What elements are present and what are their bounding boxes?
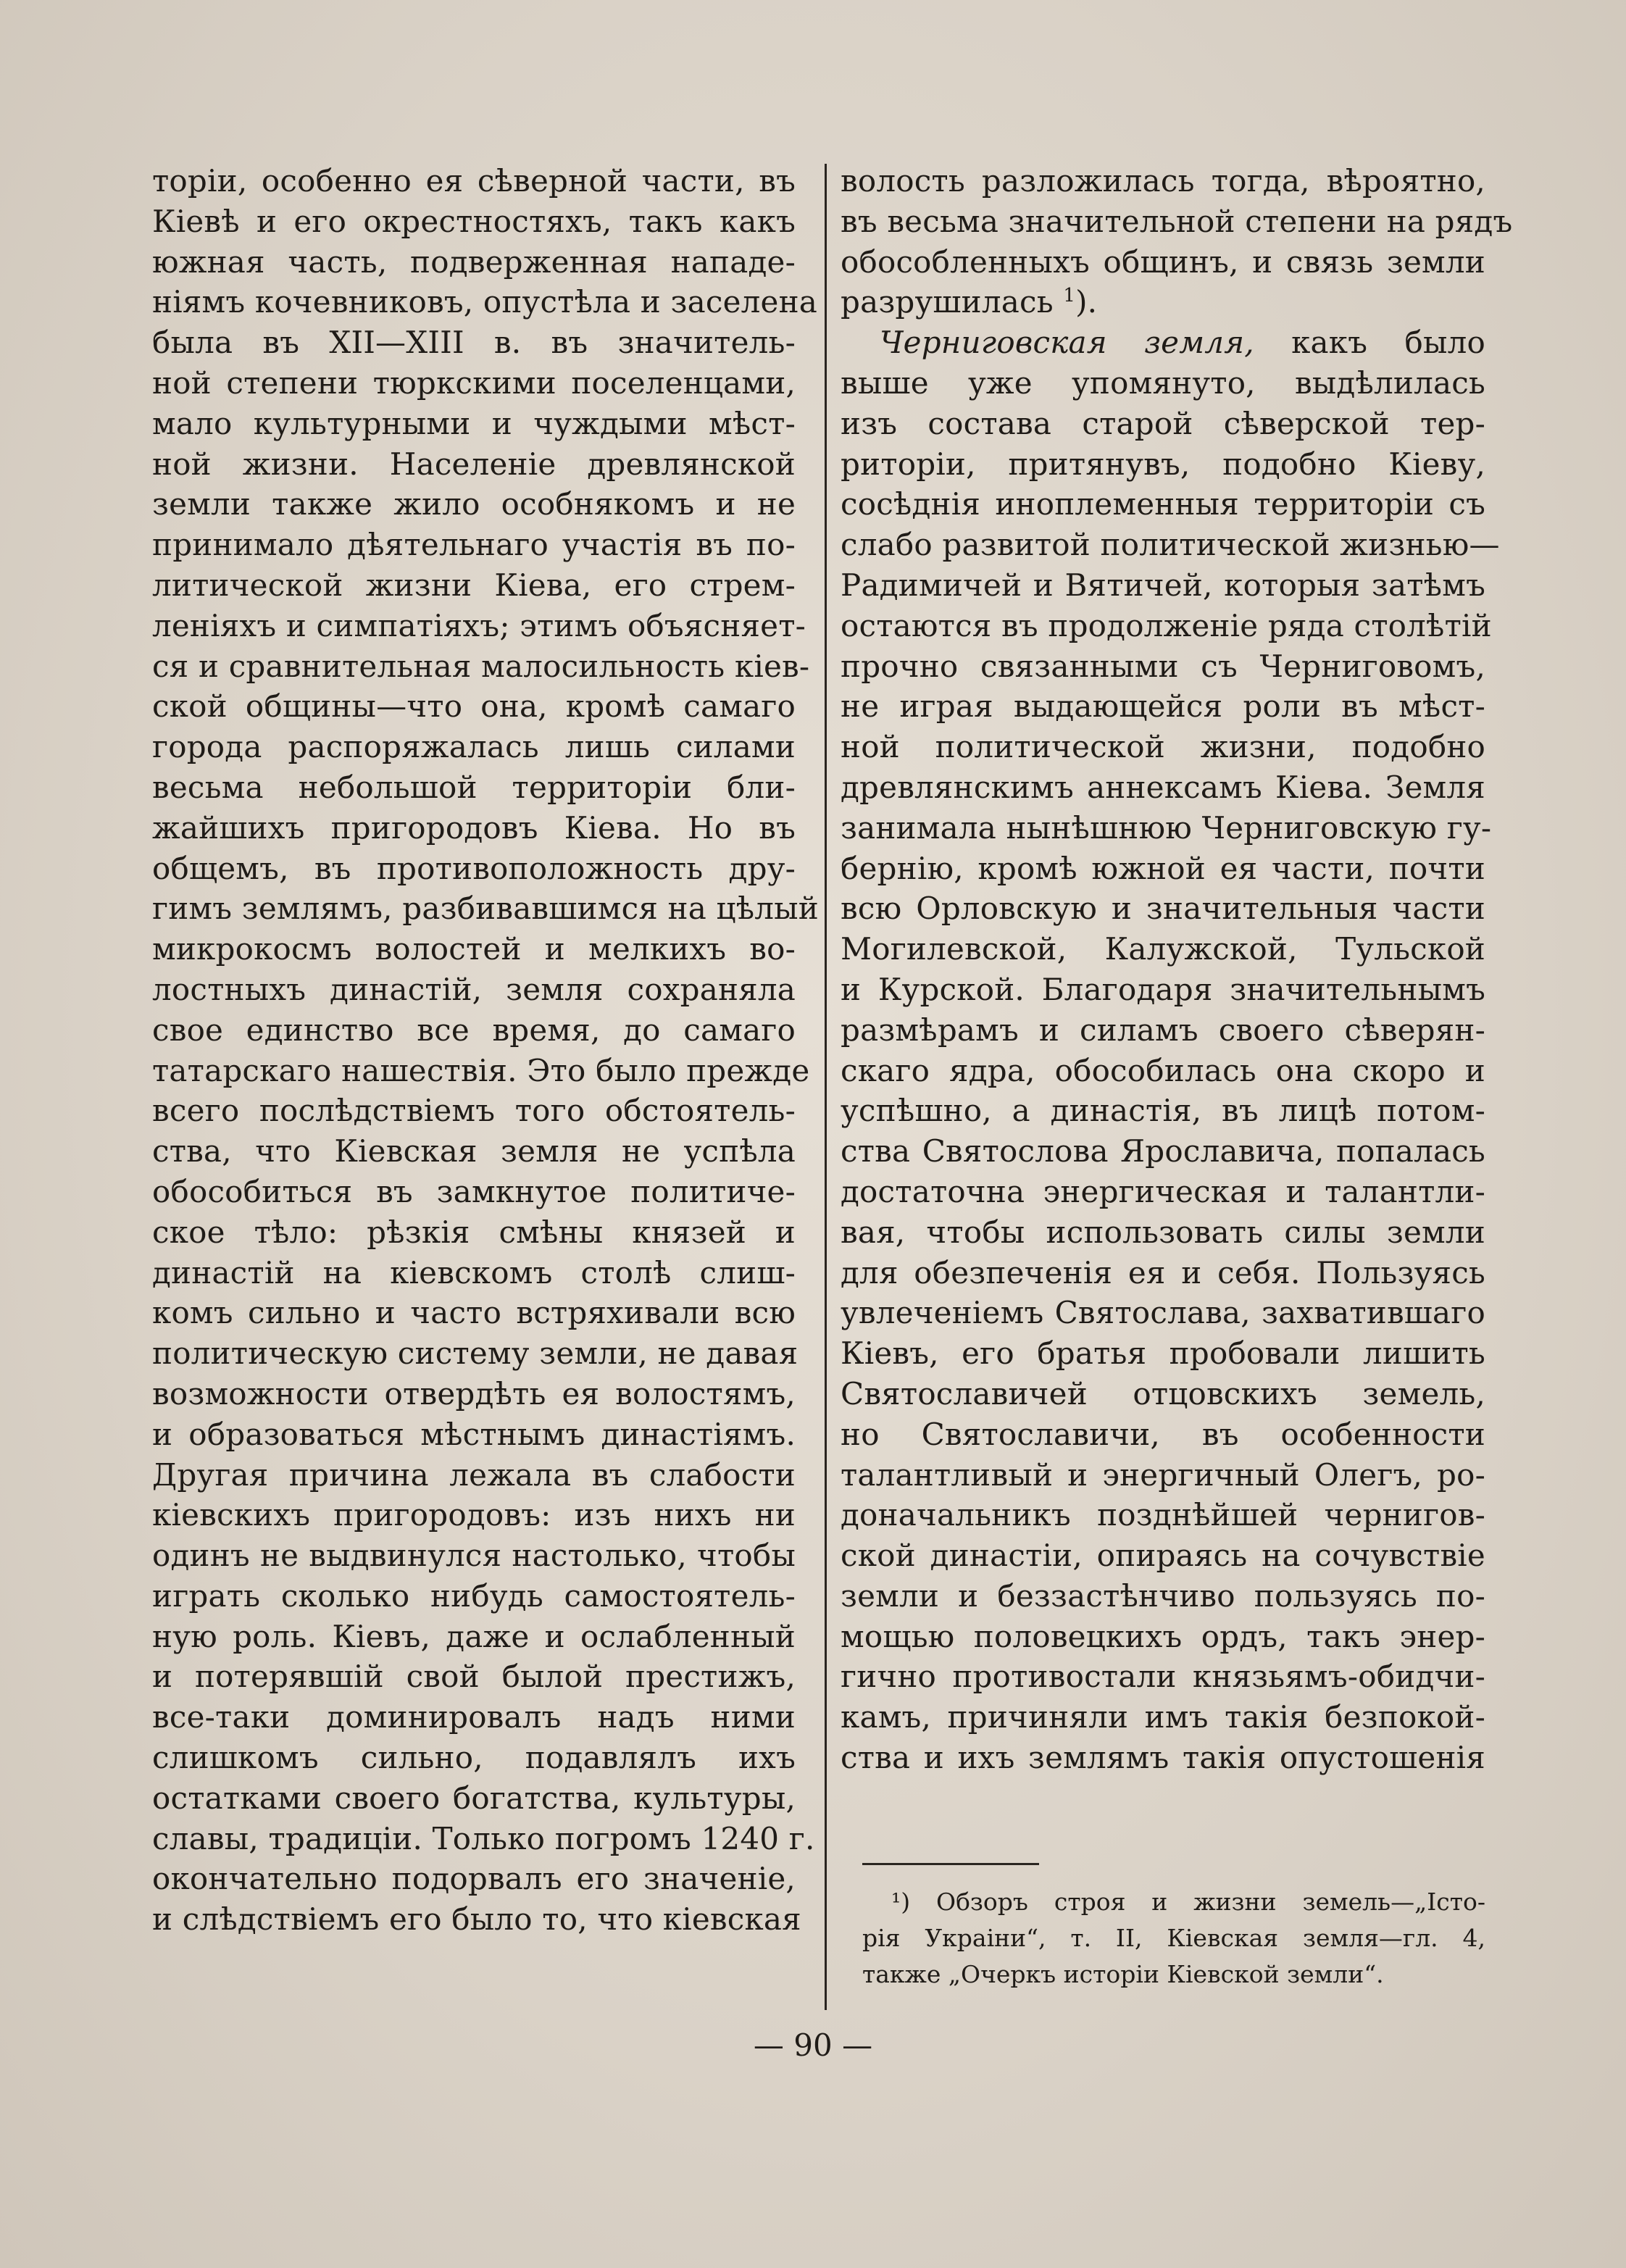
text-line: остатками своего богатства, культуры, — [152, 1780, 796, 1816]
text-line: и образоваться мѣстнымъ династіямъ. — [152, 1416, 796, 1452]
text-line: ской общины—что она, кромѣ самаго — [152, 688, 796, 725]
text-line: также „Очеркъ исторіи Кіевской земли“. — [862, 1960, 1384, 1988]
text-line: увлеченіемъ Святослава, захватившаго — [841, 1295, 1485, 1331]
text-line: играть сколько нибудь самостоятель- — [152, 1577, 796, 1614]
footnote — [862, 1884, 1485, 1993]
text-line: весьма небольшой территоріи бли- — [152, 769, 796, 805]
text-line: Могилевской, Калужской, Тульской — [841, 931, 1485, 967]
text-line: татарскаго нашествія. Это было прежде — [152, 1052, 810, 1088]
text-line: торіи, особенно ея сѣверной части, въ — [152, 163, 796, 199]
text-line: изъ состава старой сѣверской тер- — [841, 405, 1485, 441]
text-line: вая, чтобы использовать силы земли — [841, 1214, 1485, 1250]
text-line: риторіи, притянувъ, подобно Кіеву, — [841, 446, 1485, 482]
text-line: ское тѣло: рѣзкія смѣны князей и — [152, 1214, 796, 1250]
text-line: обособленныхъ общинъ, и связь земли — [841, 243, 1485, 280]
text-line: выше уже упомянуто, выдѣлилась — [841, 364, 1485, 401]
text-line: ніямъ кочевниковъ, опустѣла и заселена — [152, 284, 818, 320]
text-line: принимало дѣятельнаго участія въ по- — [152, 527, 796, 563]
text-line: гимъ землямъ, разбивавшимся на цѣлый — [152, 891, 819, 927]
text-line: обособиться въ замкнутое политиче- — [152, 1173, 796, 1209]
footnote-rule — [862, 1863, 1039, 1865]
text-line: кіевскихъ пригородовъ: изъ нихъ ни — [152, 1497, 796, 1533]
text-line: политическую систему земли, не давая — [152, 1335, 799, 1372]
text-line: славы, традиціи. Только погромъ 1240 г. — [152, 1820, 815, 1856]
column-divider — [825, 164, 827, 2010]
text-line: ской династіи, опираясь на сочувствіе — [841, 1538, 1485, 1574]
text-line: успѣшно, а династія, въ лицѣ потом- — [841, 1093, 1485, 1129]
text-line: достаточна энергическая и талантли- — [841, 1173, 1485, 1209]
text-line: ную роль. Кіевъ, даже и ослабленный — [152, 1618, 796, 1654]
text-line: размѣрамъ и силамъ своего сѣверян- — [841, 1012, 1485, 1048]
page-number: — 90 — — [753, 2027, 873, 2063]
text-line: Радимичей и Вятичей, которыя затѣмъ — [841, 567, 1485, 603]
text-line: Святославичей отцовскихъ земель, — [841, 1375, 1485, 1412]
text-line: микрокосмъ волостей и мелкихъ во- — [152, 931, 796, 967]
text-line: была въ XII—XIII в. въ значитель- — [152, 325, 796, 361]
text-line: бернію, кромѣ южной ея части, почти — [841, 850, 1485, 886]
text-line: слабо развитой политической жизнью— — [841, 527, 1500, 563]
text-line: окончательно подорвалъ его значеніе, — [152, 1861, 796, 1897]
footnote-marker: 1 — [1063, 285, 1076, 307]
text-line: леніяхъ и симпатіяхъ; этимъ объясняет- — [152, 607, 806, 643]
text-line: ной политической жизни, подобно — [841, 729, 1485, 765]
text-line: камъ, причиняли имъ такія безпокой- — [841, 1699, 1485, 1735]
text-line: скаго ядра, обособилась она скоро и — [841, 1052, 1485, 1088]
text-line: Кіевѣ и его окрестностяхъ, такъ какъ — [152, 203, 796, 239]
text-line: рія Украіни“, т. II, Кіевская земля—гл. 4, — [862, 1924, 1485, 1952]
text-line: ства Святослова Ярославича, попалась — [841, 1133, 1485, 1170]
text-line: литической жизни Кіева, его стрем- — [152, 567, 796, 603]
text-line: но Святославичи, въ особенности — [841, 1416, 1485, 1452]
text-line: династій на кіевскомъ столѣ слиш- — [152, 1254, 796, 1291]
text-line: древлянскимъ аннексамъ Кіева. Земля — [841, 769, 1485, 805]
text-line: волость разложилась тогда, вѣроятно, — [841, 163, 1485, 199]
text-line: общемъ, въ противоположность дру- — [152, 850, 796, 886]
text-line: свое единство все время, до самаго — [152, 1012, 796, 1048]
text-line: остаются въ продолженіе ряда столѣтій — [841, 607, 1492, 643]
text-line: южная часть, подверженная нападе- — [152, 243, 796, 280]
text-line: ¹) Обзоръ строя и жизни земель—„Істо- — [891, 1888, 1485, 1916]
text-line: и Курской. Благодаря значительнымъ — [841, 971, 1485, 1007]
text-line: доначальникъ позднѣйшей чернигов- — [841, 1497, 1485, 1533]
text-line: слишкомъ сильно, подавлялъ ихъ — [152, 1740, 796, 1776]
text-line: лостныхъ династій, земля сохраняла — [152, 971, 796, 1007]
text-line: разрушилась $^1$). — [841, 284, 1098, 320]
text-line: комъ сильно и часто встряхивали всю — [152, 1295, 796, 1331]
left-text-column — [152, 161, 819, 1940]
text-line: всю Орловскую и значительныя части — [841, 891, 1485, 927]
text-line: одинъ не выдвинулся настолько, чтобы — [152, 1538, 796, 1574]
text-line: и потерявшій свой былой престижъ, — [152, 1659, 796, 1695]
text-line: не играя выдающейся роли въ мѣст- — [841, 688, 1485, 725]
text-line: Кіевъ, его братья пробовали лишить — [841, 1335, 1485, 1372]
text-line: прочно связанными съ Черниговомъ, — [841, 648, 1485, 684]
text-line: сосѣднія иноплеменныя территоріи съ — [841, 486, 1485, 522]
text-line: ства и ихъ землямъ такія опустошенія — [841, 1740, 1485, 1776]
text-line: жайшихъ пригородовъ Кіева. Но въ — [152, 809, 796, 846]
text-line: земли также жило особнякомъ и не — [152, 486, 796, 522]
text-line: возможности отвердѣть ея волостямъ, — [152, 1375, 796, 1412]
text-line: мощью половецкихъ ордъ, такъ энер- — [841, 1618, 1485, 1654]
text-line: ной жизни. Населеніе древлянской — [152, 446, 796, 482]
text-line: занимала нынѣшнюю Черниговскую гу- — [841, 809, 1492, 846]
text-line: гично противостали князьямъ-обидчи- — [841, 1659, 1485, 1695]
text-line: все-таки доминировалъ надъ ними — [152, 1699, 796, 1735]
text-line: земли и беззастѣнчиво пользуясь по- — [841, 1577, 1485, 1614]
right-text-column — [841, 161, 1513, 1778]
section-heading-italic: Черниговская земля, — [880, 325, 1254, 361]
text-line: мало культурными и чуждыми мѣст- — [152, 405, 796, 441]
text-line: въ весьма значительной степени на рядъ — [841, 203, 1513, 239]
text-line: ства, что Кіевская земля не успѣла — [152, 1133, 796, 1170]
text-line: талантливый и энергичный Олегъ, ро- — [841, 1456, 1485, 1493]
text-line: ся и сравнительная малосильность кіев- — [152, 648, 810, 684]
text-line: Другая причина лежала въ слабости — [152, 1456, 796, 1493]
text-line: ной степени тюркскими поселенцами, — [152, 364, 796, 401]
text-line: для обезпеченія ея и себя. Пользуясь — [841, 1254, 1485, 1291]
paragraph-start-line: Черниговская земля, какъ было — [880, 325, 1485, 361]
text-line: города распоряжалась лишь силами — [152, 729, 796, 765]
text-line: и слѣдствіемъ его было то, что кіевская — [152, 1901, 801, 1938]
text-line: всего послѣдствіемъ того обстоятель- — [152, 1093, 796, 1129]
